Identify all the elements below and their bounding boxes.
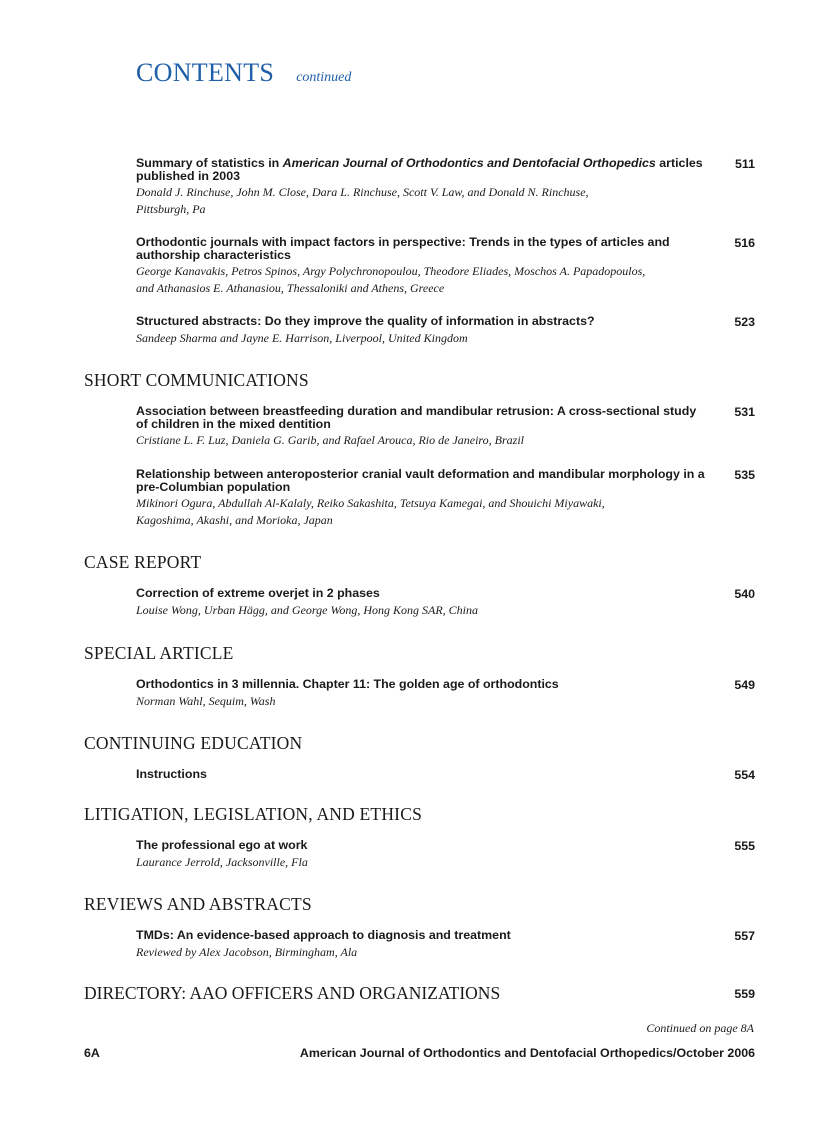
entry-title[interactable]: Correction of extreme overjet in 2 phases — [136, 586, 380, 600]
page-title: CONTENTS — [136, 58, 275, 87]
toc-entry-instructions[interactable] — [136, 768, 706, 781]
entry-title[interactable]: Association between breastfeeding duration and mandibular retrusion: A cross-sectional study of children in the mixed dentition — [136, 404, 697, 431]
entry-title[interactable]: Structured abstracts: Do they improve the quality of information in abstracts? — [136, 314, 595, 328]
page-number: 516 — [734, 236, 755, 250]
footer-page-label: 6A — [84, 1046, 100, 1060]
section-special-article: SPECIAL ARTICLE — [84, 643, 234, 663]
toc-entry-ego[interactable] — [136, 839, 706, 871]
entry-authors: Donald J. Rinchuse, John M. Close, Dara L. Rinchuse, Scott V. Law, and Donald N. Rinchuse, Pittsburgh, Pa — [136, 185, 589, 216]
entry-title[interactable]: TMDs: An evidence-based approach to diagnosis and treatment — [136, 928, 511, 942]
toc-entry-cranial[interactable] — [136, 468, 706, 529]
entry-title[interactable]: Orthodontic journals with impact factors in perspective: Trends in the types of articles and authorship characteristics — [136, 235, 670, 262]
page-number: 535 — [734, 468, 755, 482]
toc-entry-millennia[interactable] — [136, 678, 706, 710]
page-subtitle: continued — [296, 70, 352, 85]
page-number: 531 — [734, 405, 755, 419]
page-number: 554 — [734, 768, 755, 782]
page-number: 549 — [734, 678, 755, 692]
entry-authors: Mikinori Ogura, Abdullah Al-Kalaly, Reiko Sakashita, Tetsuya Kamegai, and Shouichi Miyawaki, Kagoshima, Akashi, and Morioka, Japan — [136, 496, 605, 527]
footer-journal-line: American Journal of Orthodontics and Dentofacial Orthopedics/October 2006 — [299, 1046, 755, 1060]
section-case-report: CASE REPORT — [84, 552, 202, 572]
toc-entry-breastfeeding[interactable] — [136, 405, 706, 449]
section-short-communications: SHORT COMMUNICATIONS — [84, 370, 309, 390]
toc-entry-tmds[interactable] — [136, 929, 706, 961]
section-directory[interactable]: DIRECTORY: AAO OFFICERS AND ORGANIZATIONS — [84, 983, 501, 1003]
toc-entry-overjet[interactable] — [136, 587, 706, 619]
entry-authors: Reviewed by Alex Jacobson, Birmingham, Ala — [136, 944, 358, 959]
entry-title[interactable]: Instructions — [136, 767, 207, 781]
continued-note: Continued on page 8A — [646, 1021, 754, 1035]
entry-authors: Laurance Jerrold, Jacksonville, Fla — [136, 854, 308, 869]
page-number: 559 — [734, 987, 755, 1001]
toc-entry-summary[interactable] — [136, 157, 706, 218]
entry-title[interactable]: Summary of statistics in American Journal of Orthodontics and Dentofacial Orthopedics articles published in 2003 — [136, 156, 703, 183]
page-number: 523 — [734, 315, 755, 329]
section-continuing-education: CONTINUING EDUCATION — [84, 733, 303, 753]
entry-authors: Sandeep Sharma and Jayne E. Harrison, Liverpool, United Kingdom — [136, 330, 468, 345]
entry-title[interactable]: Orthodontics in 3 millennia. Chapter 11: The golden age of orthodontics — [136, 677, 559, 691]
section-litigation: LITIGATION, LEGISLATION, AND ETHICS — [84, 804, 422, 824]
toc-entry-journals[interactable] — [136, 236, 706, 297]
page-number: 540 — [734, 587, 755, 601]
page-number: 511 — [735, 157, 755, 171]
contents-header — [136, 58, 351, 88]
page-number: 555 — [734, 839, 755, 853]
toc-entry-abstracts[interactable] — [136, 315, 706, 347]
entry-authors: Norman Wahl, Sequim, Wash — [136, 693, 276, 708]
entry-title[interactable]: Relationship between anteroposterior cranial vault deformation and mandibular morphology in a pre-Columbian population — [136, 467, 705, 494]
entry-authors: George Kanavakis, Petros Spinos, Argy Polychronopoulou, Theodore Eliades, Moschos A. Papadopoulos, and Athanasios E. Athanasiou, Thessaloniki and Athens, Greece — [136, 264, 646, 295]
entry-authors: Cristiane L. F. Luz, Daniela G. Garib, and Rafael Arouca, Rio de Janeiro, Brazil — [136, 433, 524, 447]
section-reviews: REVIEWS AND ABSTRACTS — [84, 894, 312, 914]
page-number: 557 — [734, 929, 755, 943]
entry-authors: Louise Wong, Urban Hägg, and George Wong, Hong Kong SAR, China — [136, 602, 479, 617]
entry-title[interactable]: The professional ego at work — [136, 838, 308, 852]
